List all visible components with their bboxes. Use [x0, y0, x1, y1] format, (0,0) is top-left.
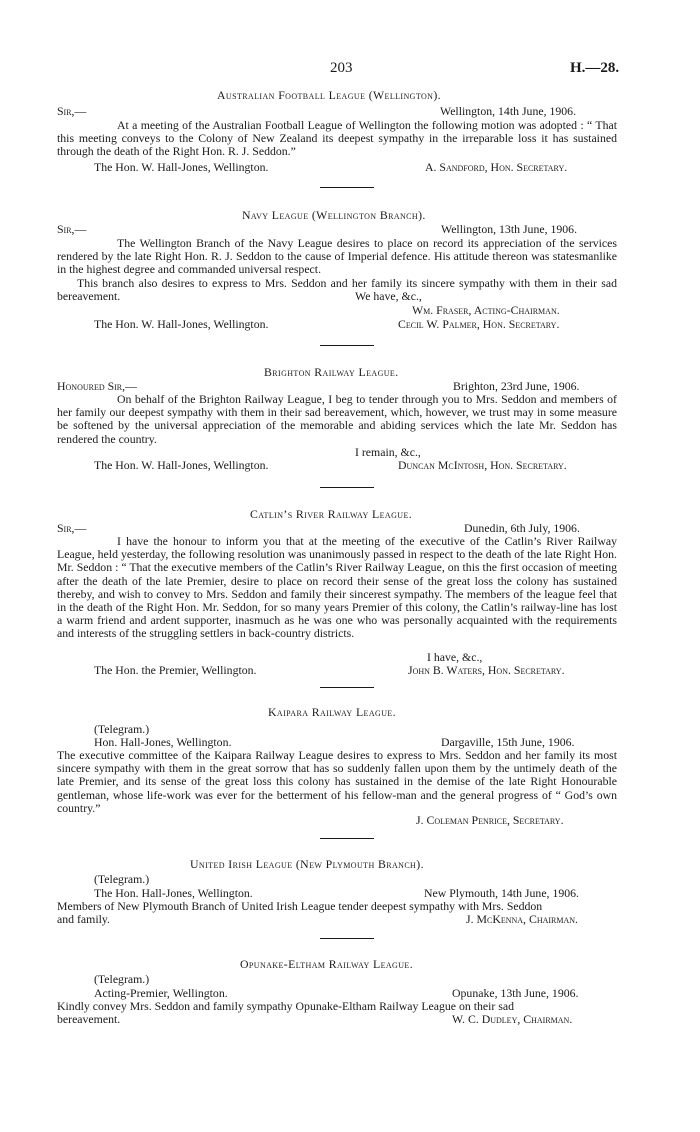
place-date: Brighton, 23rd June, 1906.	[453, 379, 580, 393]
section-divider	[320, 687, 374, 688]
letter-heading: Brighton Railway League.	[264, 365, 399, 379]
signature: J. Coleman Penrice, Secretary.	[416, 813, 564, 827]
place-date: Wellington, 13th June, 1906.	[441, 222, 578, 236]
closing: We have, &c.,	[355, 289, 422, 303]
page-reference: H.—28.	[570, 60, 620, 76]
signature-secretary: Cecil W. Palmer, Hon. Secretary.	[398, 317, 560, 331]
letter-body: Kindly convey Mrs. Seddon and family sympathy Opunake-Eltham Railway League on their sad	[57, 999, 515, 1013]
letter-heading: Australian Football League (Wellington).	[217, 88, 442, 102]
telegram-label: (Telegram.)	[94, 972, 150, 986]
section-divider	[320, 187, 374, 188]
letter-body: On behalf of the Brighton Railway League, I beg to tender through you to Mrs. Seddon and members of her family our deepest sympathy with them in their sad bereavement, which, however, we trust may in some measure be softened by the universal appreciation of the memorable and abiding services which the late Mr. Seddon has rendered the country.	[57, 392, 618, 446]
letter-heading: Kaipara Railway League.	[268, 705, 397, 719]
salutation: Sir,—	[57, 104, 87, 118]
closing: I have, &c.,	[427, 650, 483, 664]
letter-body-end: bereavement.	[57, 1012, 121, 1026]
addressee: The Hon. W. Hall-Jones, Wellington.	[94, 317, 269, 331]
salutation: Sir,—	[57, 521, 87, 535]
addressee: The Hon. the Premier, Wellington.	[94, 663, 257, 677]
signature: A. Sandford, Hon. Secretary.	[425, 160, 568, 174]
addressee: Acting-Premier, Wellington.	[94, 986, 228, 1000]
letter-body: At a meeting of the Australian Football League of Wellington the following motion was adopted : “ That this meeting conveys to the Colony of New Zealand its deepest sympathy in the irreparable loss it has sustained through the death of the Right Hon. R. J. Seddon.”	[57, 118, 617, 159]
place-date: Dunedin, 6th July, 1906.	[464, 521, 580, 535]
place-date: Dargaville, 15th June, 1906.	[441, 735, 575, 749]
letter-body-end: and family.	[57, 912, 110, 926]
salutation: Honoured Sir,—	[57, 379, 137, 393]
letter-body: Members of New Plymouth Branch of United Irish League tender deepest sympathy with Mrs. Seddon	[57, 899, 543, 913]
section-divider	[320, 345, 374, 346]
letter-heading: United Irish League (New Plymouth Branch).	[190, 857, 424, 871]
letter-heading: Catlin’s River Railway League.	[250, 507, 413, 521]
addressee: The Hon. W. Hall-Jones, Wellington.	[94, 458, 269, 472]
closing: I remain, &c.,	[355, 445, 421, 459]
section-divider	[320, 938, 374, 939]
signature-chairman: Wm. Fraser, Acting-Chairman.	[412, 303, 560, 317]
letter-heading: Opunake-Eltham Railway League.	[240, 957, 414, 971]
page-number: 203	[330, 60, 353, 76]
signature: J. McKenna, Chairman.	[466, 912, 578, 926]
place-date: New Plymouth, 14th June, 1906.	[424, 886, 579, 900]
letter-body-2: This branch also desires to express to Mrs. Seddon and her family its sincere sympathy with them in their sad bereavement.	[57, 276, 618, 304]
letter-body: The Wellington Branch of the Navy League desires to place on record its appreciation of the services rendered by the late Right Hon. R. J. Seddon to the cause of Imperial defence. His attitude thereon was statesmanlike in the highest degree and commanded universal respect.	[57, 236, 618, 277]
telegram-label: (Telegram.)	[94, 722, 150, 736]
signature: Duncan McIntosh, Hon. Secretary.	[398, 458, 567, 472]
place-date: Wellington, 14th June, 1906.	[440, 104, 577, 118]
letter-heading: Navy League (Wellington Branch).	[242, 208, 426, 222]
signature: W. C. Dudley, Chairman.	[452, 1012, 573, 1026]
letter-body: I have the honour to inform you that at the meeting of the executive of the Catlin’s River Railway League, held yesterday, the following resolution was unanimously passed in respect to the death of the late Right Hon. Mr. Seddon : “ That the executive members of the Catlin’s River Railway League, on this the first occasion of meeting after the death of the late Premier, desire to place on record their sense of the great loss the colony has sustained thereby, and wish to convey to Mrs. Seddon and family their sincerest sympathy. The members of the league feel that in the death of the Right Hon. Mr. Seddon, for so many years Premier of this colony, the Catlin’s railway-line has lost a warm friend and ardent supporter, inasmuch as he was one who was personally acquainted with the requirements and interests of the struggling settlers in back-country districts.	[57, 534, 618, 641]
place-date: Opunake, 13th June, 1906.	[452, 986, 579, 1000]
telegram-label: (Telegram.)	[94, 872, 150, 886]
letter-body: The executive committee of the Kaipara Railway League desires to express to Mrs. Seddon and her family its most sincere sympathy with them in the great sorrow that has so suddenly fallen upon them by the untimely death of the late Premier, and its sense of the great loss this colony has sustained in the demise of the late Right Honourable gentleman, whose life-work was ever for the betterment of his fellow-man and the general progress of “ God’s own country.”	[57, 748, 618, 815]
section-divider	[320, 838, 374, 839]
section-divider	[320, 487, 374, 488]
addressee: Hon. Hall-Jones, Wellington.	[94, 735, 232, 749]
addressee: The Hon. W. Hall-Jones, Wellington.	[94, 160, 269, 174]
addressee: The Hon. Hall-Jones, Wellington.	[94, 886, 253, 900]
signature: John B. Waters, Hon. Secretary.	[408, 663, 565, 677]
salutation: Sir,—	[57, 222, 87, 236]
